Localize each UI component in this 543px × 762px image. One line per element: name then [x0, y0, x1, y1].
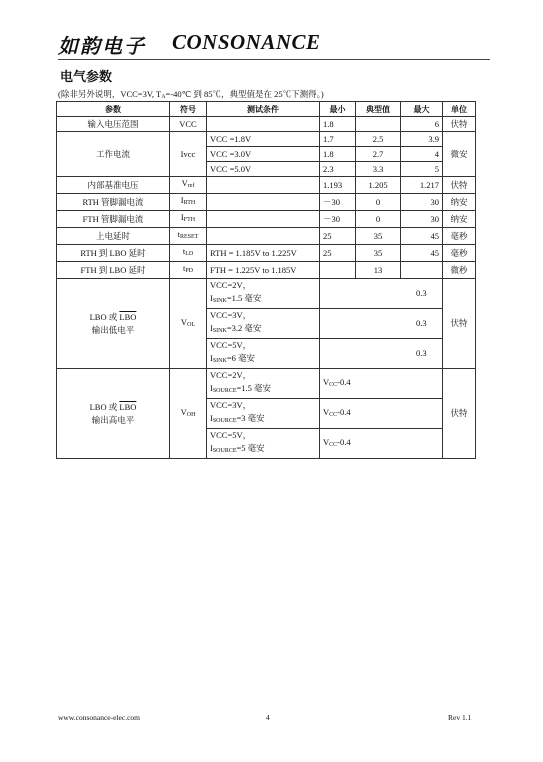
cell-typ: 0: [356, 194, 401, 211]
cell-param: RTH 到 LBO 延时: [57, 245, 170, 262]
cell-condition: [207, 177, 320, 194]
symbol-sub: LD: [185, 251, 194, 257]
cell-typ: [356, 279, 401, 309]
footer-url: www.consonance-elec.com: [58, 713, 140, 722]
cell-max: [401, 369, 443, 399]
table-row-vref: [57, 177, 476, 194]
cell-min: －30: [320, 194, 356, 211]
footer-page-number: 4: [266, 713, 270, 722]
cell-condition: [207, 429, 320, 459]
cond-value: =6 毫安: [226, 353, 256, 363]
cond-sub: SOURCE: [212, 448, 237, 454]
table-row-icc-1: [57, 132, 476, 147]
cell-symbol: [170, 245, 207, 262]
param-overbar: $\overline{LBO}$: [119, 311, 137, 322]
table-row-reset: [57, 228, 476, 245]
cell-max: 1.217: [401, 177, 443, 194]
cell-max: 4: [401, 147, 443, 162]
cell-min: 25: [320, 228, 356, 245]
note-subscript: A: [161, 94, 166, 100]
conditions-note: [58, 88, 324, 100]
table-row-voh-1: [57, 369, 476, 399]
cond-vcc: VCC=2V，: [210, 280, 252, 290]
cell-condition: VCC =5.0V: [207, 162, 320, 177]
symbol-main: I: [180, 195, 184, 205]
cell-param: [57, 369, 170, 459]
header-divider: [58, 59, 490, 60]
min-main: V: [323, 376, 330, 387]
cell-typ: 35: [356, 228, 401, 245]
cell-symbol: Ivcc: [170, 132, 207, 177]
cond-sub: SINK: [212, 328, 227, 334]
symbol-main: t: [182, 246, 186, 256]
min-sub: CC: [329, 411, 338, 418]
symbol-sub: OL: [187, 321, 196, 328]
cell-param: RTH 管脚漏电流: [57, 194, 170, 211]
cell-typ: [356, 309, 401, 339]
cell-typ: 0: [356, 211, 401, 228]
cell-condition: [207, 309, 320, 339]
header-min: 最小: [320, 102, 356, 117]
cond-i: I: [210, 443, 213, 453]
section-title: 电气参数: [60, 70, 113, 85]
cell-param: 工作电流: [57, 132, 170, 177]
cell-max: 0.3: [401, 279, 443, 309]
cond-sub: SOURCE: [212, 418, 237, 424]
cell-typ: 2.7: [356, 147, 401, 162]
symbol-main: V: [180, 406, 187, 417]
header-max: 最大: [401, 102, 443, 117]
cell-unit: 伏特: [443, 117, 476, 132]
cell-condition: [207, 279, 320, 309]
param-line-a: LBO 或: [89, 401, 120, 412]
cell-condition: [207, 369, 320, 399]
brand-chinese: 如韵电子: [58, 34, 146, 58]
min-sub: CC: [329, 381, 338, 388]
cell-param: 上电延时: [57, 228, 170, 245]
symbol-sub: OH: [186, 411, 196, 418]
symbol-main: t: [182, 263, 186, 273]
cell-unit: 伏特: [443, 177, 476, 194]
symbol-sub: PD: [185, 268, 194, 274]
note-prefix: (除非另外说明，VCC=3V, T: [58, 89, 162, 99]
cell-symbol: [170, 228, 207, 245]
symbol-main: I: [180, 212, 184, 222]
cell-max: 0.3: [401, 309, 443, 339]
cell-max: 0.3: [401, 339, 443, 369]
cell-condition: [207, 399, 320, 429]
cell-condition: [207, 339, 320, 369]
table-row-tpd: [57, 262, 476, 279]
cond-vcc: VCC=3V，: [210, 310, 252, 320]
cell-max: 30: [401, 211, 443, 228]
cell-condition: [207, 228, 320, 245]
cell-typ: 13: [356, 262, 401, 279]
cell-unit: 微安: [443, 132, 476, 177]
cell-typ: [356, 117, 401, 132]
cell-param: FTH 到 LBO 延时: [57, 262, 170, 279]
cell-param: 输入电压范围: [57, 117, 170, 132]
table-row-irth: [57, 194, 476, 211]
cell-max: [401, 429, 443, 459]
min-main: V: [323, 436, 330, 447]
cond-sub: SINK: [212, 298, 227, 304]
cell-condition: [207, 211, 320, 228]
cell-min: 1.8: [320, 117, 356, 132]
footer-revision: Rev 1.1: [448, 713, 472, 722]
cond-i: I: [210, 383, 213, 393]
symbol-sub: ref: [187, 183, 195, 189]
cond-value: =1.5 毫安: [226, 293, 262, 303]
symbol-sub: RTH: [183, 200, 196, 206]
cell-typ: 1.205: [356, 177, 401, 194]
table-header-row: [57, 102, 476, 117]
cell-max: [401, 399, 443, 429]
cell-min: [320, 399, 401, 429]
cell-condition: VCC =1.8V: [207, 132, 320, 147]
cell-min: 1.193: [320, 177, 356, 194]
cond-value: =3 毫安: [236, 413, 265, 423]
cell-unit: 伏特: [443, 279, 476, 369]
cond-vcc: VCC=3V，: [210, 400, 252, 410]
cell-max: 30: [401, 194, 443, 211]
cell-symbol: [170, 211, 207, 228]
cond-value: =3.2 毫安: [226, 323, 262, 333]
cond-sub: SINK: [212, 358, 227, 364]
cell-symbol: [170, 194, 207, 211]
cell-condition: VCC =3.0V: [207, 147, 320, 162]
symbol-sub: RESET: [180, 234, 199, 240]
cond-i: I: [210, 353, 213, 363]
cell-min: [320, 339, 356, 369]
cell-symbol: [170, 369, 207, 459]
param-overbar: $\overline{LBO}$: [119, 401, 137, 412]
param-line-a: LBO 或: [89, 311, 120, 322]
cond-value: =5 毫安: [236, 443, 265, 453]
cell-typ: 35: [356, 245, 401, 262]
cell-min: [320, 369, 401, 399]
cell-min: [320, 262, 356, 279]
cell-unit: 毫秒: [443, 245, 476, 262]
cell-param: FTH 管脚漏电流: [57, 211, 170, 228]
cell-param: 内部基准电压: [57, 177, 170, 194]
cell-param: [57, 279, 170, 369]
min-tail: -0.4: [337, 406, 351, 417]
cell-symbol: VCC: [170, 117, 207, 132]
cell-max: [401, 262, 443, 279]
cell-max: 6: [401, 117, 443, 132]
cell-condition: [207, 194, 320, 211]
header-param: 参数: [57, 102, 170, 117]
brand-english: CONSONANCE: [172, 30, 321, 54]
cond-vcc: VCC=5V，: [210, 430, 252, 440]
cell-max: 45: [401, 228, 443, 245]
cond-vcc: VCC=2V，: [210, 370, 252, 380]
cell-unit: 微秒: [443, 262, 476, 279]
table-row-vin: [57, 117, 476, 132]
page-header: [58, 30, 488, 58]
header-unit: 单位: [443, 102, 476, 117]
cell-unit: 纳安: [443, 194, 476, 211]
cell-min: [320, 429, 401, 459]
cond-i: I: [210, 323, 213, 333]
cond-value: =1.5 毫安: [236, 383, 272, 393]
cond-i: I: [210, 293, 213, 303]
header-symbol: 符号: [170, 102, 207, 117]
cell-symbol: [170, 279, 207, 369]
header-typ: 典型值: [356, 102, 401, 117]
cell-min: 25: [320, 245, 356, 262]
cell-condition: RTH = 1.185V to 1.225V: [207, 245, 320, 262]
cell-unit: 伏特: [443, 369, 476, 459]
cell-min: 1.8: [320, 147, 356, 162]
cell-max: 45: [401, 245, 443, 262]
table-row-ifth: [57, 211, 476, 228]
cell-max: 3.9: [401, 132, 443, 147]
cell-symbol: [170, 177, 207, 194]
cell-typ: 2.5: [356, 132, 401, 147]
cell-max: 5: [401, 162, 443, 177]
cell-condition: [207, 117, 320, 132]
min-tail: -0.4: [337, 436, 351, 447]
symbol-main: t: [177, 229, 181, 239]
param-line-b: 输出低电平: [91, 324, 135, 335]
note-suffix: =-40℃ 到 85℃，典型值是在 25℃下测得。): [165, 89, 324, 99]
cell-typ: [356, 339, 401, 369]
table-row-tld: [57, 245, 476, 262]
cell-symbol: [170, 262, 207, 279]
symbol-main: V: [181, 178, 188, 188]
cell-typ: 3.3: [356, 162, 401, 177]
cell-condition: FTH = 1.225V to 1.185V: [207, 262, 320, 279]
min-tail: -0.4: [337, 376, 351, 387]
cell-min: 2.3: [320, 162, 356, 177]
cond-sub: SOURCE: [212, 388, 237, 394]
electrical-parameters-table: [56, 101, 476, 459]
cell-min: 1.7: [320, 132, 356, 147]
cell-min: [320, 309, 356, 339]
symbol-sub: FTH: [183, 217, 196, 223]
symbol-main: V: [180, 316, 188, 327]
min-main: V: [323, 406, 330, 417]
min-sub: CC: [329, 441, 338, 448]
header-condition: 测试条件: [207, 102, 320, 117]
cond-i: I: [210, 413, 213, 423]
cond-vcc: VCC=5V，: [210, 340, 252, 350]
param-line-b: 输出高电平: [91, 414, 135, 425]
cell-min: －30: [320, 211, 356, 228]
table-row-vol-1: [57, 279, 476, 309]
cell-unit: 毫秒: [443, 228, 476, 245]
cell-unit: 纳安: [443, 211, 476, 228]
cell-min: [320, 279, 356, 309]
